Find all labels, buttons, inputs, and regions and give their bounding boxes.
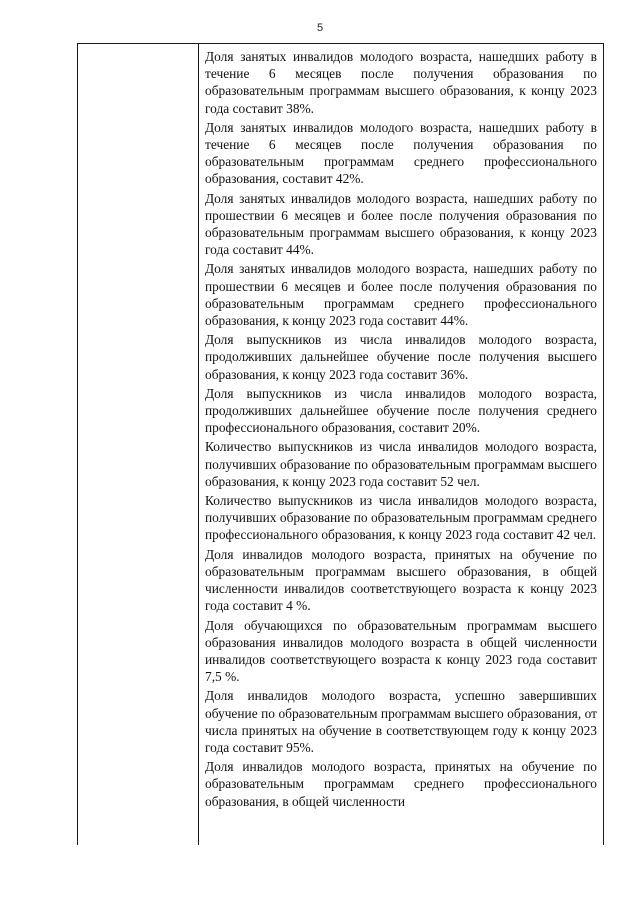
table-left-cell xyxy=(78,44,199,845)
table-paragraph: Доля занятых инвалидов молодого возраста, нашедших работу по прошествии 6 месяцев и более после получения образования по образовательным программам среднего профессионального образования, к концу 2023 года составит 44%. xyxy=(205,261,597,329)
table-paragraph: Доля выпускников из числа инвалидов молодого возраста, продолживших дальнейшее обучение после получения среднего профессионального образования, составит 20%. xyxy=(205,385,597,436)
table-paragraph: Доля занятых инвалидов молодого возраста, нашедших работу по прошествии 6 месяцев и более после получения образования по образовательным программам высшего образования, к концу 2023 года составит 44%. xyxy=(205,190,597,258)
table-paragraph: Количество выпускников из числа инвалидов молодого возраста, получивших образование по образовательным программам высшего образования, к концу 2023 года составит 52 чел. xyxy=(205,439,597,489)
table-paragraph: Доля занятых инвалидов молодого возраста, нашедших работу в течение 6 месяцев после получения образования по образовательным программам высшего образования, к концу 2023 года составит 38%. xyxy=(205,49,597,116)
table-paragraph: Количество выпускников из числа инвалидов молодого возраста, получивших образование по образовательным программам среднего профессионального образования, к концу 2023 года составит 42 чел. xyxy=(205,493,597,543)
table-paragraph: Доля инвалидов молодого возраста, принятых на обучение по образовательным программам среднего профессионального образования, в общей численности xyxy=(205,759,597,809)
page-number: 5 xyxy=(316,22,324,34)
table-paragraph: Доля инвалидов молодого возраста, принятых на обучение по образовательным программам высшего образования, в общей численности инвалидов соответствующего возраста к концу 2023 года составит 4 %. xyxy=(205,546,597,614)
table-right-cell xyxy=(199,44,603,845)
table-paragraph: Доля обучающихся по образовательным программам высшего образования инвалидов молодого возраста в общей численности инвалидов соответствующего возраста к концу 2023 года составит 7,5 %. xyxy=(205,617,597,685)
table-paragraph: Доля занятых инвалидов молодого возраста, нашедших работу в течение 6 месяцев после получения образования по образовательным программам среднего профессионального образования, составит 42%. xyxy=(205,119,597,187)
table-paragraph: Доля выпускников из числа инвалидов молодого возраста, продолживших дальнейшее обучение после получения высшего образования, к концу 2023 года составит 36%. xyxy=(205,332,597,382)
document-table xyxy=(77,43,604,845)
table-paragraph: Доля инвалидов молодого возраста, успешно завершивших обучение по образовательным программам высшего образования, от числа принятых на обучение в соответствующем году к концу 2023 года составит 95%. xyxy=(205,688,597,755)
